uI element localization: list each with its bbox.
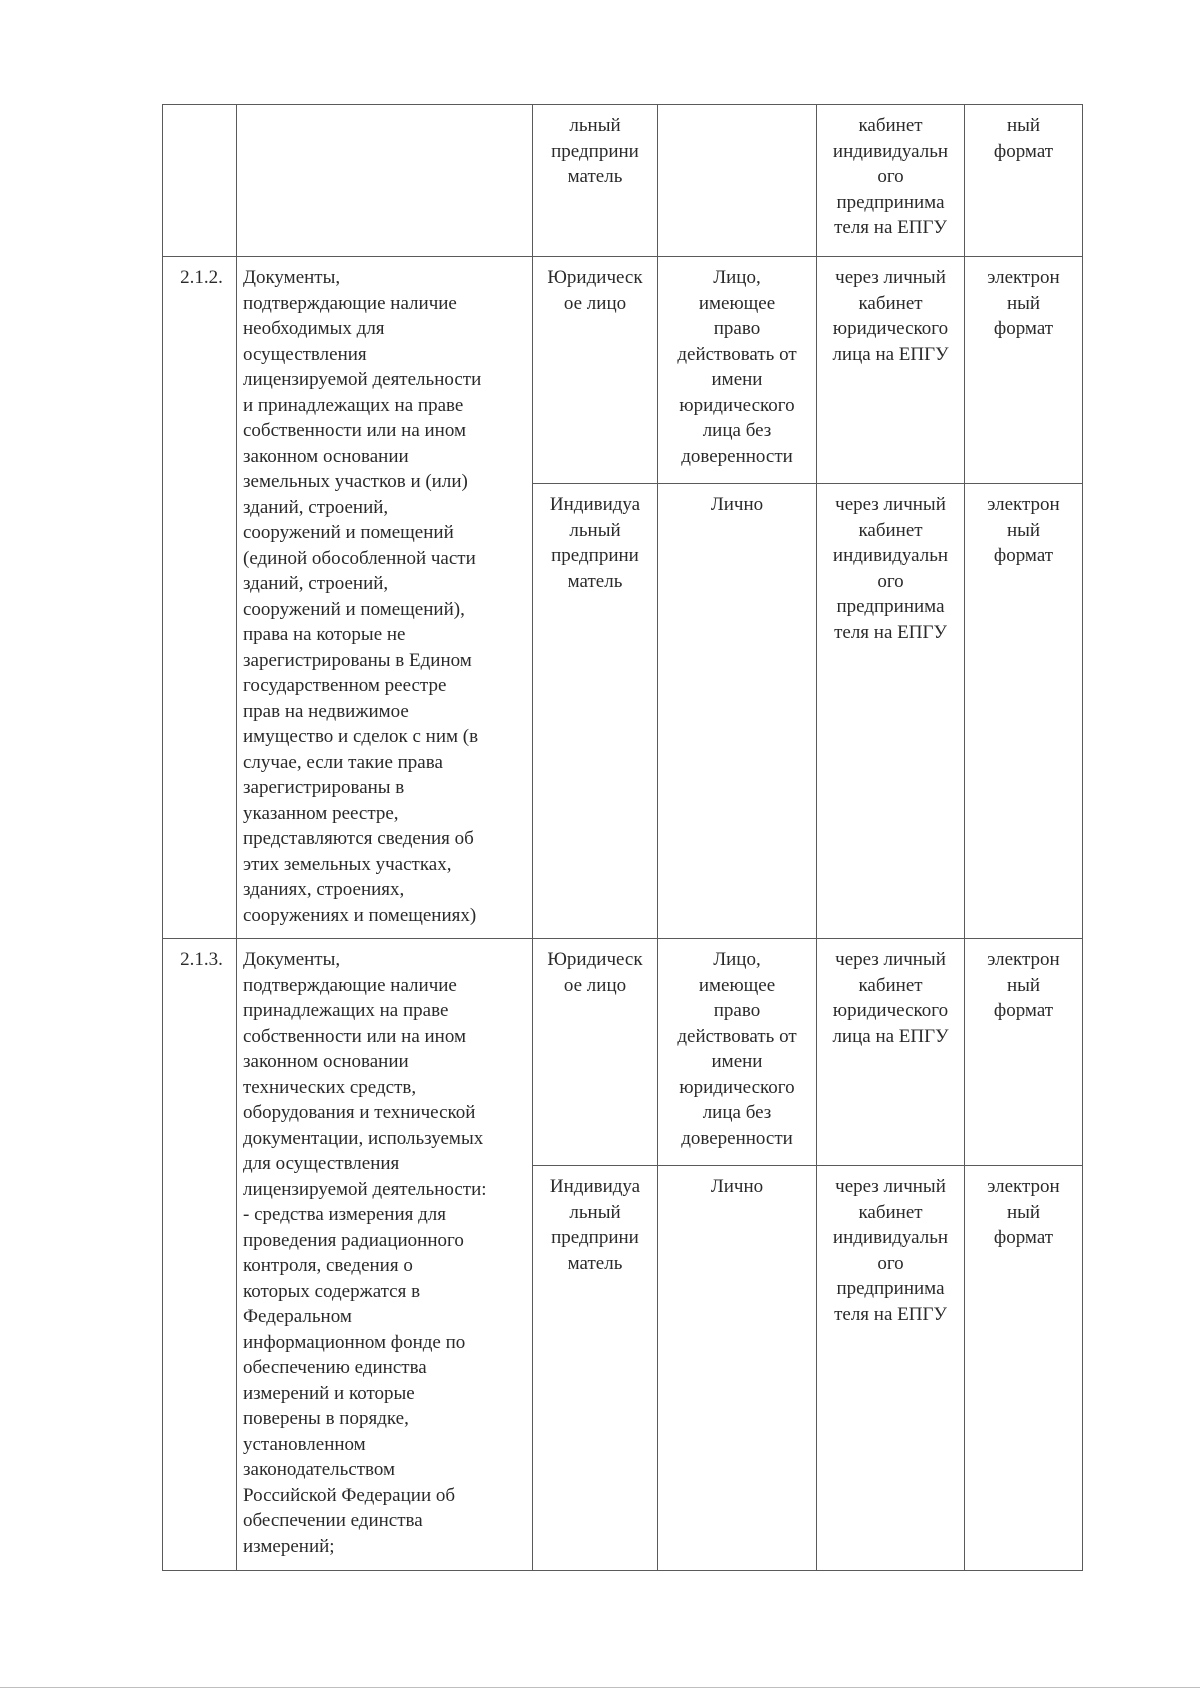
cell-submission-method: через личный кабинет индивидуальн ого предпринима теля на ЕПГУ <box>817 484 965 939</box>
cell-applicant <box>658 105 817 257</box>
cell-submission-method: через личный кабинет юридического лица на ЕПГУ <box>817 257 965 484</box>
scan-edge-line <box>0 1687 1200 1688</box>
cell-description <box>237 105 533 257</box>
cell-number <box>163 105 237 257</box>
table-row <box>163 939 1083 1166</box>
cell-format: электрон ный формат <box>965 939 1083 1166</box>
cell-number: 2.1.2. <box>163 257 237 939</box>
cell-number: 2.1.3. <box>163 939 237 1571</box>
licensing-documents-table <box>162 104 1083 1571</box>
cell-applicant: Лицо, имеющее право действовать от имени юридического лица без доверенности <box>658 939 817 1166</box>
cell-applicant: Лицо, имеющее право действовать от имени юридического лица без доверенности <box>658 257 817 484</box>
cell-submission-method: через личный кабинет индивидуальн ого предпринима теля на ЕПГУ <box>817 1166 965 1571</box>
cell-subject: Юридическ ое лицо <box>533 257 658 484</box>
cell-subject: Индивидуа льный предприни матель <box>533 1166 658 1571</box>
cell-subject: Индивидуа льный предприни матель <box>533 484 658 939</box>
cell-format: электрон ный формат <box>965 257 1083 484</box>
cell-applicant: Лично <box>658 1166 817 1571</box>
cell-submission-method: через личный кабинет юридического лица на ЕПГУ <box>817 939 965 1166</box>
cell-submission-method: кабинет индивидуальн ого предпринима теля на ЕПГУ <box>817 105 965 257</box>
cell-subject: Юридическ ое лицо <box>533 939 658 1166</box>
cell-applicant: Лично <box>658 484 817 939</box>
table-row <box>163 257 1083 484</box>
table-row-continuation <box>163 105 1083 257</box>
cell-format: электрон ный формат <box>965 484 1083 939</box>
cell-format: ный формат <box>965 105 1083 257</box>
cell-description: Документы, подтверждающие наличие необходимых для осуществления лицензируемой деятельности и принадлежащих на праве собственности или на ином законном основании земельных участков и (или) зданий, строений, сооружений и помещений (единой обособленной части зданий, строений, сооружений и помещений), права на которые не зарегистрированы в Едином государственном реестре прав на недвижимое имущество и сделок с ним (в случае, если такие права зарегистрированы в указанном реестре, представляются сведения об этих земельных участках, зданиях, строениях, сооружениях и помещениях) <box>237 257 533 939</box>
cell-description: Документы, подтверждающие наличие принадлежащих на праве собственности или на ином законном основании технических средств, оборудования и технической документации, используемых для осуществления лицензируемой деятельности: - средства измерения для проведения радиационного контроля, сведения о которых содержатся в Федеральном информационном фонде по обеспечению единства измерений и которые поверены в порядке, установленном законодательством Российской Федерации об обеспечении единства измерений; <box>237 939 533 1571</box>
cell-format: электрон ный формат <box>965 1166 1083 1571</box>
cell-subject: льный предприни матель <box>533 105 658 257</box>
